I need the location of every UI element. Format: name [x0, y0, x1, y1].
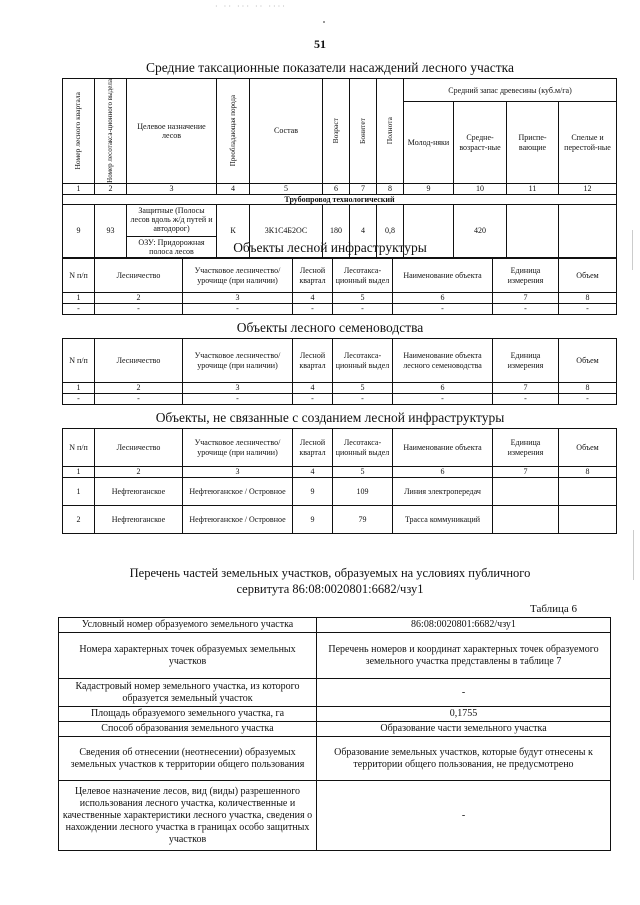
header-breed: Преобладающая порода — [217, 79, 250, 184]
header-n: N п/п — [63, 259, 95, 293]
header-n: N п/п — [63, 339, 95, 383]
section-row: Трубопровод технологический — [63, 194, 617, 204]
scan-noise: · ·· ··· ·· ···· — [215, 2, 287, 11]
header-object-name: Наименование объекта — [393, 259, 493, 293]
header-district: Участковое лесничество/урочище (при наличии) — [183, 259, 293, 293]
header-vydel: Номер лесотакса-ционного выдела — [95, 79, 127, 184]
table3-title: Объекты лесного семеноводства — [236, 320, 424, 335]
header-purpose: Целевое назначение лесов — [127, 79, 217, 184]
table-row: 1 Нефтеюганское Нефтеюганское / Островное 9 109 Линия электропередач — [63, 478, 617, 506]
header-ripening: Приспе-вающие — [507, 102, 559, 184]
header-n: N п/п — [63, 429, 95, 467]
scan-speck — [323, 21, 325, 23]
header-kvartal: Лесной квартал — [293, 339, 333, 383]
header-kvartal: Лесной квартал — [293, 429, 333, 467]
header-unit: Единица измерения — [493, 339, 559, 383]
table-row: Целевое назначение лесов, вид (виды) разрешенного использования лесного участка, количественные и качественные характеристики лесного участка, сведения о нахождении лесного участка в границах особо защитных участков - — [59, 781, 611, 851]
caption-line1: Перечень частей земельных участков, образуемых на условиях публичного — [129, 566, 531, 580]
header-kvartal: Номер лесного квартала — [63, 79, 95, 184]
table-row: Площадь образуемого земельного участка, га 0,1755 — [59, 707, 611, 722]
header-object-name: Наименование объекта — [393, 429, 493, 467]
header-forestry: Лесничество — [95, 339, 183, 383]
infrastructure-table — [62, 258, 617, 315]
land-plot-table — [58, 617, 611, 851]
table6-label: Таблица 6 — [530, 603, 578, 615]
scan-speck — [633, 530, 634, 580]
header-composition: Состав — [250, 79, 323, 184]
header-volume: Объем — [559, 339, 617, 383]
table2-title: Объекты лесной инфраструктуры — [233, 240, 427, 255]
table-row: Кадастровый номер земельного участка, из которого образуется земельный участок - — [59, 679, 611, 707]
header-district: Участковое лесничество/урочище (при наличии) — [183, 429, 293, 467]
non-infrastructure-table — [62, 428, 617, 534]
caption-line2: сервитута 86:08:0020801:6682/чзу1 — [236, 582, 424, 597]
header-young: Молод-няки — [404, 102, 454, 184]
header-density: Полнота — [377, 79, 404, 184]
column-numbers-row: 1 2 3 4 5 6 7 8 — [63, 383, 617, 394]
header-volume: Объем — [559, 259, 617, 293]
header-stock-group: Средний запас древесины (куб.м/га) — [404, 79, 617, 102]
table-row: 9 93 Защитные (Полосы лесов вдоль ж/д путей и автодорог) ОЗУ: Придорожная полоса лесов К 3К1С4Б2ОС 180 4 0,8 420 — [63, 205, 617, 258]
header-forestry: Лесничество — [95, 429, 183, 467]
table4-title: Объекты, не связанные с созданием лесной инфраструктуры — [155, 410, 505, 425]
table-row: - - - - - - - - — [63, 304, 617, 315]
stand-indicators-table — [62, 78, 617, 258]
seed-objects-table — [62, 338, 617, 405]
header-vydel: Лесотакса-ционный выдел — [333, 259, 393, 293]
table1-title: Средние таксационные показатели насаждений лесного участка — [145, 60, 515, 75]
column-numbers-row: 1 2 3 4 5 6 7 8 — [63, 293, 617, 304]
column-numbers-row: 1 2 3 4 5 6 7 8 — [63, 467, 617, 478]
table-row: Сведения об отнесении (неотнесении) образуемых земельных участков к территории общего пользования Образование земельных участков, которые будут отнесены к территории общего пользования, не предусмотрено — [59, 737, 611, 781]
page-number: 51 — [314, 37, 326, 51]
header-forestry: Лесничество — [95, 259, 183, 293]
servitude-caption — [60, 565, 600, 598]
header-unit: Единица измерения — [493, 429, 559, 467]
purpose-main: Защитные (Полосы лесов вдоль ж/д путей и автодорог) — [127, 205, 216, 237]
table-row: Условный номер образуемого земельного участка 86:08:0020801:6682/чзу1 — [59, 618, 611, 633]
header-middle-aged: Средне-возраст-ные — [454, 102, 507, 184]
header-district: Участковое лесничество/урочище (при наличии) — [183, 339, 293, 383]
header-object-name: Наименование объекта лесного семеноводства — [393, 339, 493, 383]
scan-speck — [632, 230, 633, 270]
table-row: Способ образования земельного участка Образование части земельного участка — [59, 722, 611, 737]
header-volume: Объем — [559, 429, 617, 467]
table-row: - - - - - - - - — [63, 394, 617, 405]
header-vydel: Лесотакса-ционный выдел — [333, 339, 393, 383]
header-mature: Спелые и перестой-ные — [559, 102, 617, 184]
purpose-ozu: ОЗУ: Придорожная полоса лесов — [138, 237, 205, 256]
table-row: 2 Нефтеюганское Нефтеюганское / Островное 9 79 Трасса коммуникаций — [63, 506, 617, 534]
header-kvartal: Лесной квартал — [293, 259, 333, 293]
column-numbers-row: 1 2 3 4 5 6 7 8 9 10 11 12 — [63, 183, 617, 194]
header-unit: Единица измерения — [493, 259, 559, 293]
header-age: Возраст — [323, 79, 350, 184]
table-row: Номера характерных точек образуемых земельных участков Перечень номеров и координат характерных точек образуемого земельного участка представлены в таблице 7 — [59, 633, 611, 679]
header-vydel: Лесотакса-ционный выдел — [333, 429, 393, 467]
header-bonitet: Бонитет — [350, 79, 377, 184]
